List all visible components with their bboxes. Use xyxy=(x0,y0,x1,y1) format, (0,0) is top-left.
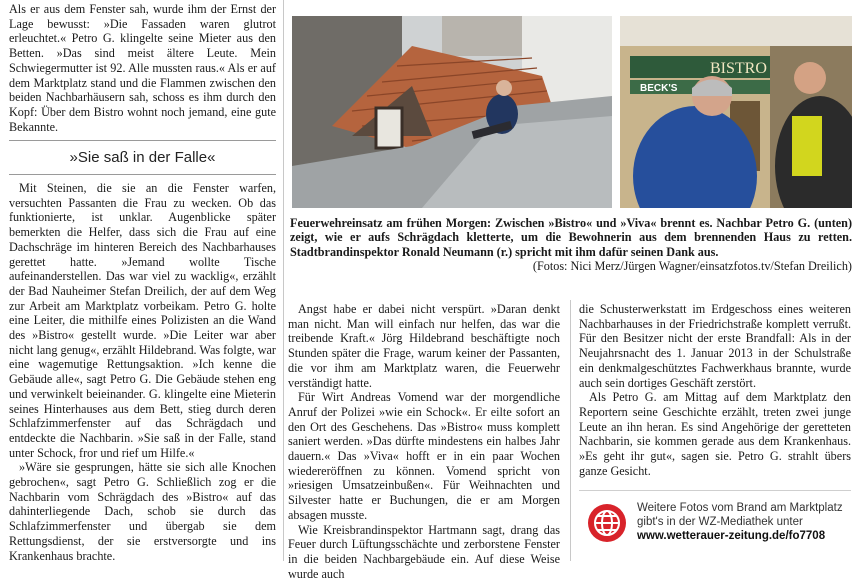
article-paragraph: Als Petro G. am Mittag auf dem Marktplatz den Reportern seine Geschichte erzählt, treten zwei junge Leute an ihn heran. Es sind Angehörige der geretteten Nachbarin, sie kommen gerade aus dem Krankenhaus. »Es geht ihr gut«, sagen sie. Petro G. strahlt übers ganze Gesicht. xyxy=(579,390,851,478)
infobox-text xyxy=(637,501,849,543)
article-paragraph: Mit Steinen, die sie an die Fenster warfen, versuchten Passanten die Frau zu wecken. Ob das funktionierte, ist unklar. Augenblicke später bemerkten die Helfer, dass sich die Frau auf eine Dachschräge im hinteren Bereich des Nachbarhauses gerettet hatte. »Jemand wollte Tische aufeinanderstellen. Das war viel zu wacklig«, erzählt der Bad Nauheimer Stefan Dreilich, der auf dem Weg zur Arbeit am Marktplatz vorbeikam. Petro G. holte eine Leiter, die mithilfe eines Polizisten an die Wand des »Bistro« gestellt wurde. »Die Leiter war aber nicht lang genug«, erzählt Hildebrand. Was folgte, war eine wagemutige Rettungsaktion. »Ich kenne die Gebäude alle«, sagt Petro G. Die Gebäude stehen eng und verwinkelt beieinander. G. klingelte eine Mieterin seines Hinterhauses aus dem Bett, stieg durch deren Schlafzimmerfenster auf das Schrägdach und entdeckte die Nachbarin. »Sie saß in der Falle, stand unter Schock, fror und rief um Hilfe.« xyxy=(9,181,276,460)
column-divider xyxy=(570,300,571,561)
mediathek-link[interactable]: www.wetterauer-zeitung.de/fo7708 xyxy=(637,530,826,542)
infobox-line-2: gibt's in der WZ-Mediathek unter xyxy=(637,516,803,528)
article-paragraph: Wie Kreisbrandinspektor Hartmann sagt, drang das Feuer durch Lüftungsschächte und zerborstene Fenster in die beiden Nachbargebäude ein. Auf diese Weise wurde auch xyxy=(288,522,560,581)
rooftop-photo xyxy=(292,16,612,208)
becks-sign: BECK'S xyxy=(640,83,678,94)
article-paragraph: Angst habe er dabei nicht verspürt. »Daran denkt man nicht. Man will einfach nur helfen, das war die treibende Kraft.« Jörg Hildebrand beschäftigte noch Stunden später die Frage, warum keiner der Passanten, die vor ihm am Marktplatz waren, die Feuerwehr verständigt hatte. xyxy=(288,302,560,390)
article-column-3 xyxy=(579,302,851,478)
bistro-sign: BISTRO xyxy=(710,60,767,77)
caption-text: Feuerwehreinsatz am frühen Morgen: Zwischen »Bistro« und »Viva« brennt es. Nachbar Petro G. (unten) zeigt, wie er aufs Schrägdach kletterte, um die Bewohnerin aus dem brennenden Haus zu retten. Stadtbrandinspektor Ronald Neumann (r.) spricht mit ihm dafür seinen Dank aus. xyxy=(290,216,852,259)
mediathek-infobox xyxy=(579,490,851,553)
article-paragraph: die Schusterwerkstatt im Erdgeschoss eines weiteren Nachbarhauses in der Friedrichstraße komplett verrußt. Für den Besitzer nicht der erste Brandfall: Als in der Neujahrsnacht des 1. Januar 2013 in der Schulstraße ein denkmalgeschütztes Fachwerkhaus brannte, wurde auch sein dortiges Geschäft zerstört. xyxy=(579,302,851,390)
photo-credit: (Fotos: Nici Merz/Jürgen Wagner/einsatzfotos.tv/Stefan Dreilich) xyxy=(532,259,852,274)
photo-caption xyxy=(290,216,852,274)
globe-icon xyxy=(587,503,627,543)
infobox-line-1: Weitere Fotos vom Brand am Marktplatz xyxy=(637,502,843,514)
article-column-1-top xyxy=(9,2,276,134)
article-column-2 xyxy=(288,302,560,581)
article-paragraph: Für Wirt Andreas Vomend war der morgendliche Anruf der Polizei »wie ein Schock«. Er eilte sofort an den Ort des Geschehens. Das »Bistro« muss komplett saniert werden. »Das dürfte mindestens ein halbes Jahr dauern.« Das »Viva« hofft er in ein paar Wochen wiedereröffnen zu können. Vomend spricht von »riesigen Umsatzeinbußen«. Für Weihnachten und Silvester hatte er Buchungen, die er am Morgen absagen musste. xyxy=(288,390,560,522)
bistro-thanks-photo xyxy=(620,16,852,208)
article-paragraph: »Wäre sie gesprungen, hätte sie sich alle Knochen gebrochen«, sagt Petro G. Schließlich zog er die Nachbarin vom Schrägdach des »Bistro« auf das dahinterliegende Dach, schob sie durch das Schlafzimmerfenster und übergab sie dem Rettungsdienst, der sie erstversorgte und ins Krankenhaus brachte. xyxy=(9,460,276,563)
column-divider xyxy=(283,0,284,561)
article-paragraph: Als er aus dem Fenster sah, wurde ihm der Ernst der Lage bewusst: »Die Fassaden waren glutrot erleuchtet.« Petro G. klingelte seine Mieter aus den Betten. »Das sind meist ältere Leute. Mein Schwiegermutter ist 92. Alle mussten raus.« Als er auf dem Marktplatz stand und die Flammen zwischen den beiden Nachbarhäusern sah, schoss es ihm durch den Kopf: Über dem Bistro wohnt noch jemand, eine gute Bekannte. xyxy=(9,2,277,134)
article-subheading: »Sie saß in der Falle« xyxy=(9,140,276,175)
article-column-1 xyxy=(9,181,276,563)
